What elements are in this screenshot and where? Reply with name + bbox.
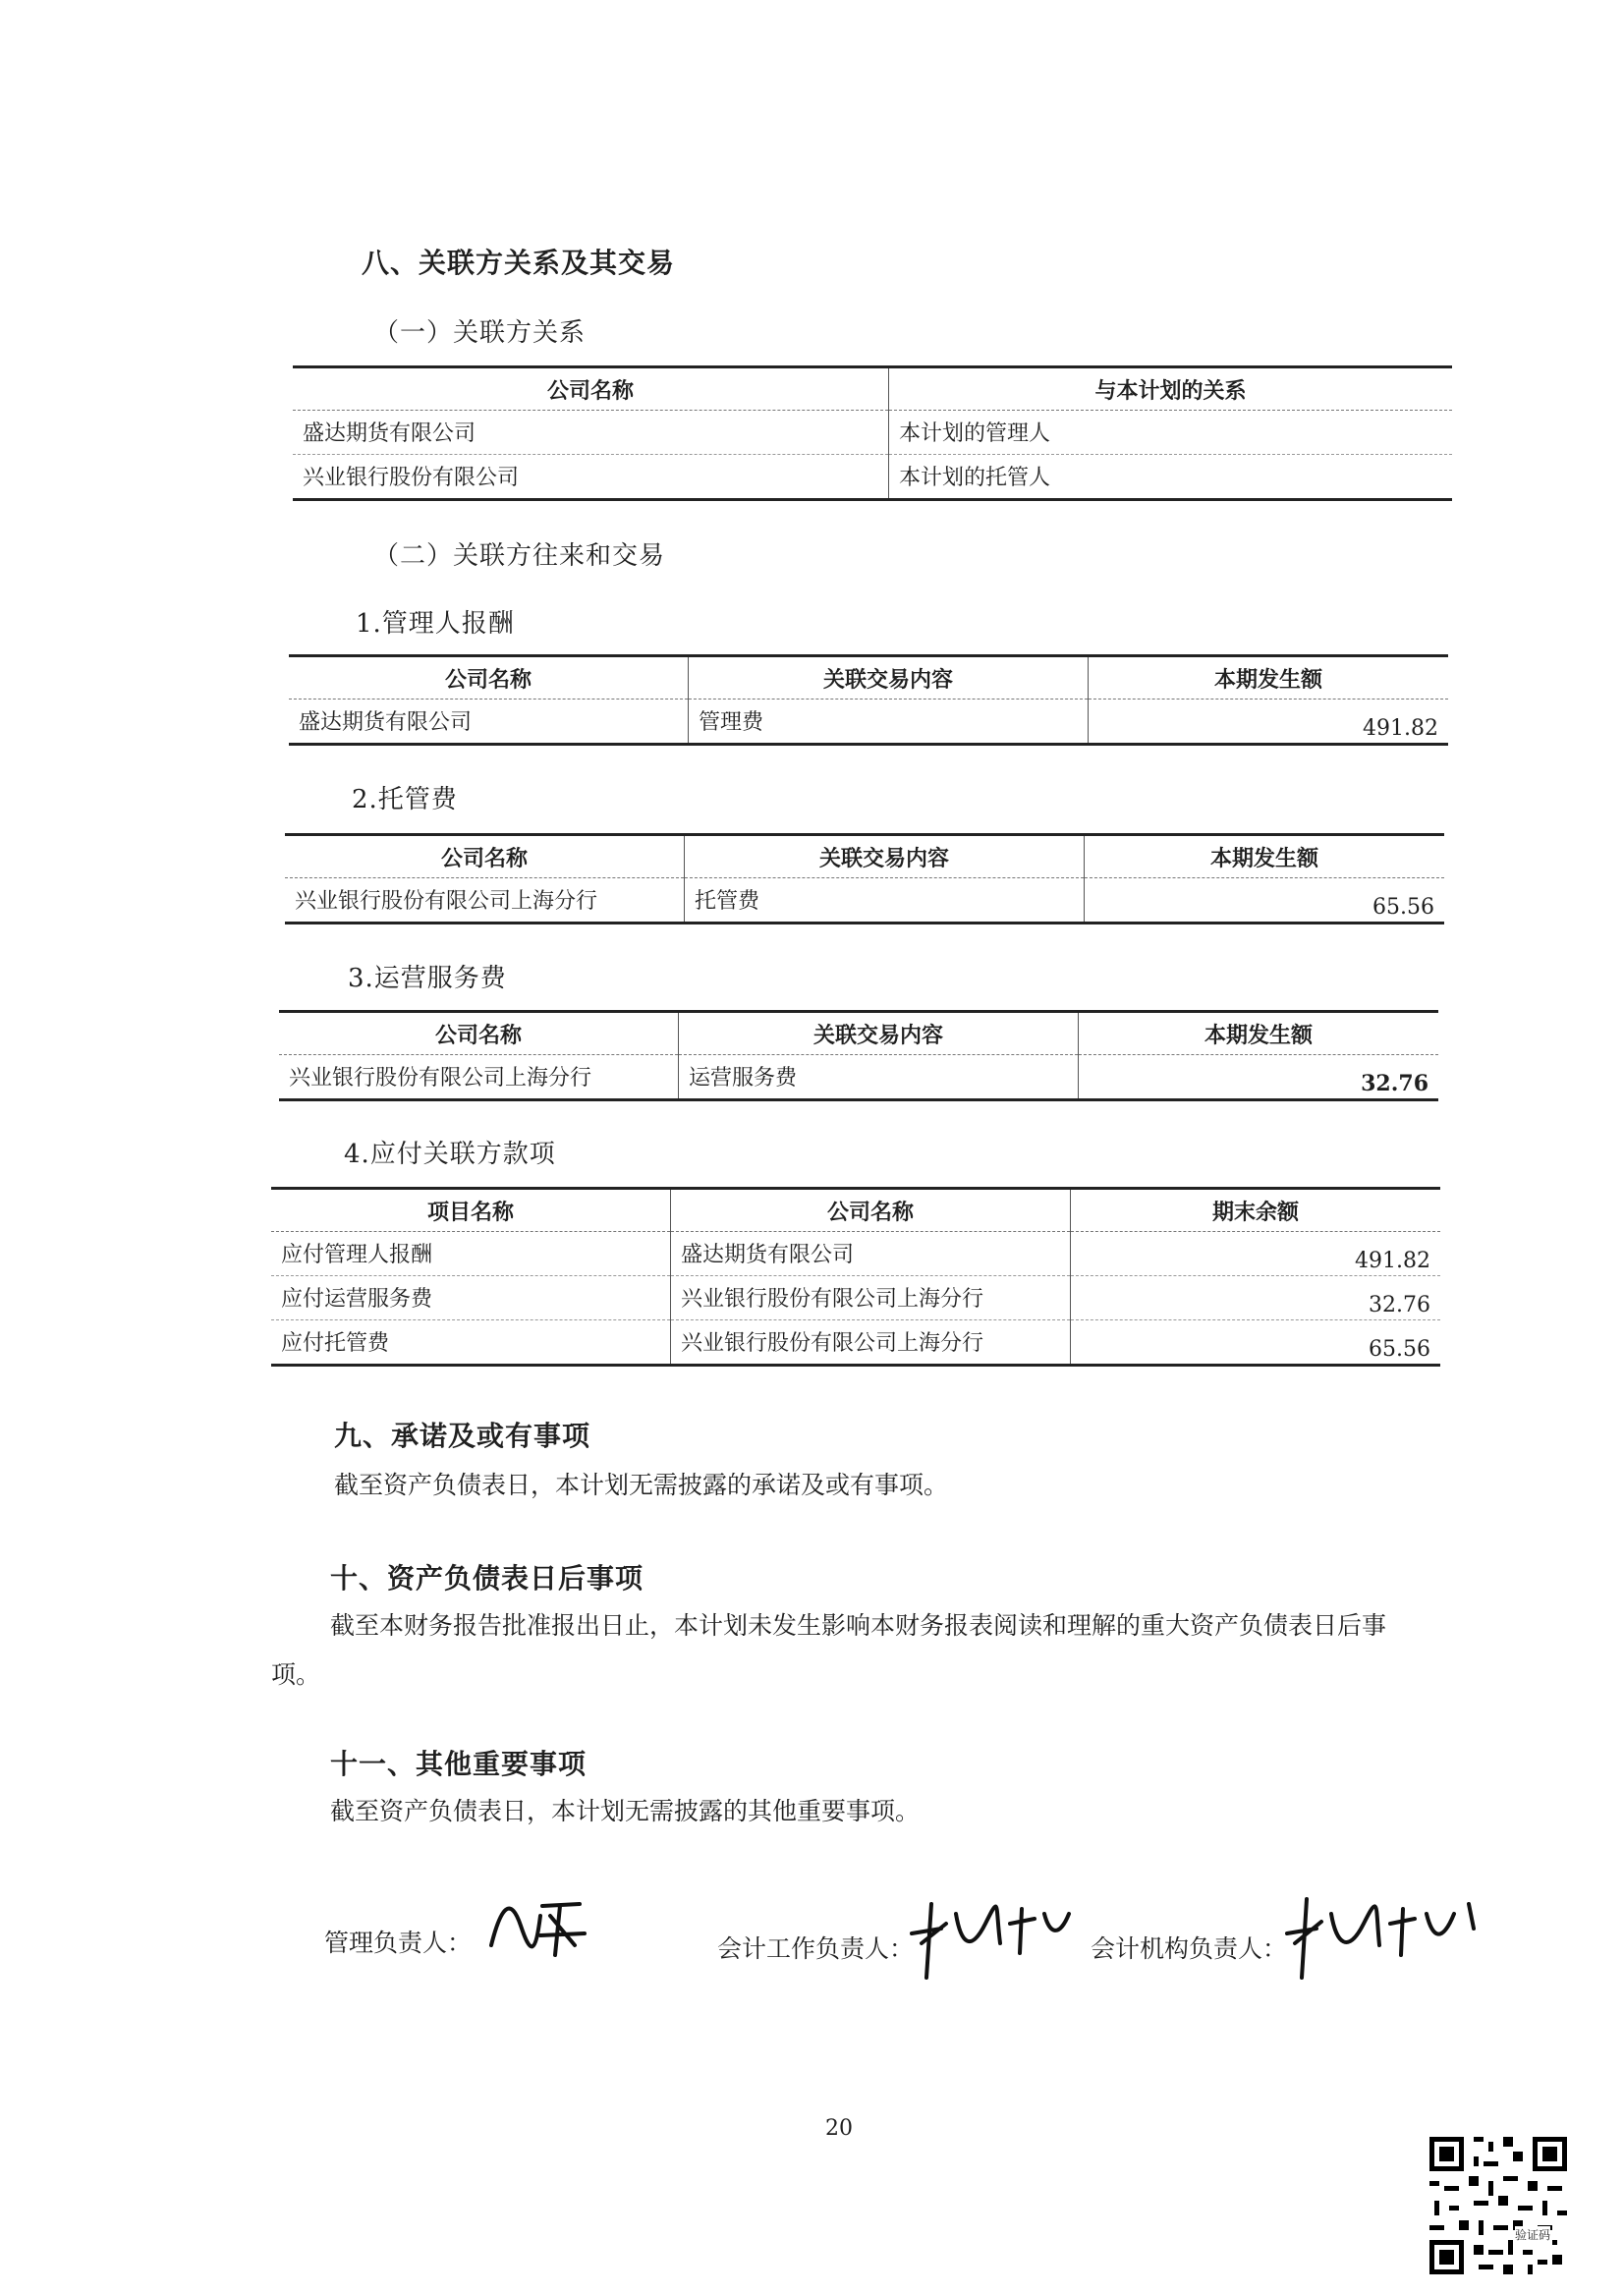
relation-cell: 本计划的管理人 (889, 411, 1453, 455)
table-cell: 兴业银行股份有限公司上海分行 (671, 1320, 1071, 1366)
section-9-text: 截至资产负债表日，本计划无需披露的承诺及或有事项。 (334, 1471, 949, 1499)
table-cell: 兴业银行股份有限公司上海分行 (295, 889, 598, 914)
transactions-subtitle: （二）关联方往来和交易 (373, 541, 666, 571)
item-2-title: 2.托管费 (352, 785, 458, 814)
table-row (279, 1055, 1438, 1100)
qr-icon (1425, 2132, 1572, 2279)
manager-signature (481, 1886, 589, 1965)
accounting-signature (902, 1884, 1079, 1983)
institution-signature (1277, 1884, 1484, 1983)
table-cell: 应付托管费 (281, 1331, 390, 1356)
section-11-text: 截至资产负债表日，本计划无需披露的其他重要事项。 (330, 1797, 921, 1825)
custody-fee-table (285, 833, 1444, 924)
table-row (271, 1320, 1440, 1366)
table-header: 关联交易内容 (679, 1012, 1079, 1055)
relation-table (293, 365, 1452, 501)
table-header: 公司名称 (289, 656, 689, 700)
table-cell-amount: 65.56 (1085, 878, 1445, 924)
table-cell: 运营服务费 (679, 1055, 1079, 1100)
table-cell-amount: 32.76 (1079, 1055, 1439, 1100)
table-row (285, 878, 1444, 924)
table-header: 本期发生额 (1085, 835, 1445, 878)
table-header: 期末余额 (1071, 1189, 1441, 1232)
table-header: 公司名称 (285, 835, 685, 878)
table-row (293, 411, 1452, 455)
table-cell: 应付管理人报酬 (271, 1232, 671, 1276)
table-cell: 管理费 (689, 700, 1089, 745)
page-number: 20 (825, 2116, 853, 2141)
table-row (293, 455, 1452, 500)
item-4-title: 4.应付关联方款项 (344, 1140, 556, 1169)
relation-header-company: 公司名称 (293, 367, 889, 411)
table-row (289, 700, 1448, 745)
table-cell-amount: 491.82 (1089, 700, 1449, 745)
table-cell: 兴业银行股份有限公司上海分行 (671, 1276, 1071, 1320)
table-row (271, 1232, 1440, 1276)
table-header: 本期发生额 (1089, 656, 1449, 700)
manager-signature-label: 管理负责人： (324, 1929, 473, 1957)
qr-label: 验证码 (1515, 2228, 1551, 2242)
relation-header-relation: 与本计划的关系 (889, 367, 1453, 411)
section-8-title: 八、关联方关系及其交易 (362, 247, 676, 279)
table-header: 项目名称 (271, 1189, 671, 1232)
verification-qr-code (1425, 2132, 1572, 2279)
relation-cell: 兴业银行股份有限公司 (303, 466, 520, 490)
item-3-title: 3.运营服务费 (348, 964, 507, 993)
table-cell-amount: 65.56 (1071, 1320, 1441, 1366)
table-header: 本期发生额 (1079, 1012, 1439, 1055)
table-cell: 兴业银行股份有限公司上海分行 (289, 1066, 592, 1091)
table-cell-amount: 32.76 (1071, 1276, 1441, 1320)
table-header: 关联交易内容 (689, 656, 1089, 700)
section-10-title: 十、资产负债表日后事项 (330, 1562, 644, 1595)
table-header: 关联交易内容 (685, 835, 1085, 878)
table-row (271, 1276, 1440, 1320)
item-1-title: 1.管理人报酬 (356, 609, 515, 639)
management-fee-table (289, 654, 1448, 746)
section-10-text: 截至本财务报告批准报出日止，本计划未发生影响本财务报表阅读和理解的重大资产负债表日后事项。 (271, 1611, 1387, 1689)
table-cell-amount: 491.82 (1071, 1232, 1441, 1276)
relation-cell: 盛达期货有限公司 (293, 411, 889, 455)
table-cell: 盛达期货有限公司 (671, 1232, 1071, 1276)
service-fee-table (279, 1010, 1438, 1101)
payables-table (271, 1187, 1440, 1367)
table-cell: 托管费 (685, 878, 1085, 924)
institution-signature-label: 会计机构负责人： (1091, 1934, 1288, 1963)
relation-subtitle: （一）关联方关系 (373, 318, 587, 348)
accounting-signature-label: 会计工作负责人： (717, 1934, 915, 1963)
table-cell: 应付运营服务费 (271, 1276, 671, 1320)
table-header: 公司名称 (671, 1189, 1071, 1232)
table-cell: 盛达期货有限公司 (299, 710, 473, 735)
section-9-title: 九、承诺及或有事项 (334, 1420, 591, 1452)
relation-cell: 本计划的托管人 (889, 455, 1453, 500)
table-header: 公司名称 (279, 1012, 679, 1055)
section-11-title: 十一、其他重要事项 (330, 1748, 588, 1780)
